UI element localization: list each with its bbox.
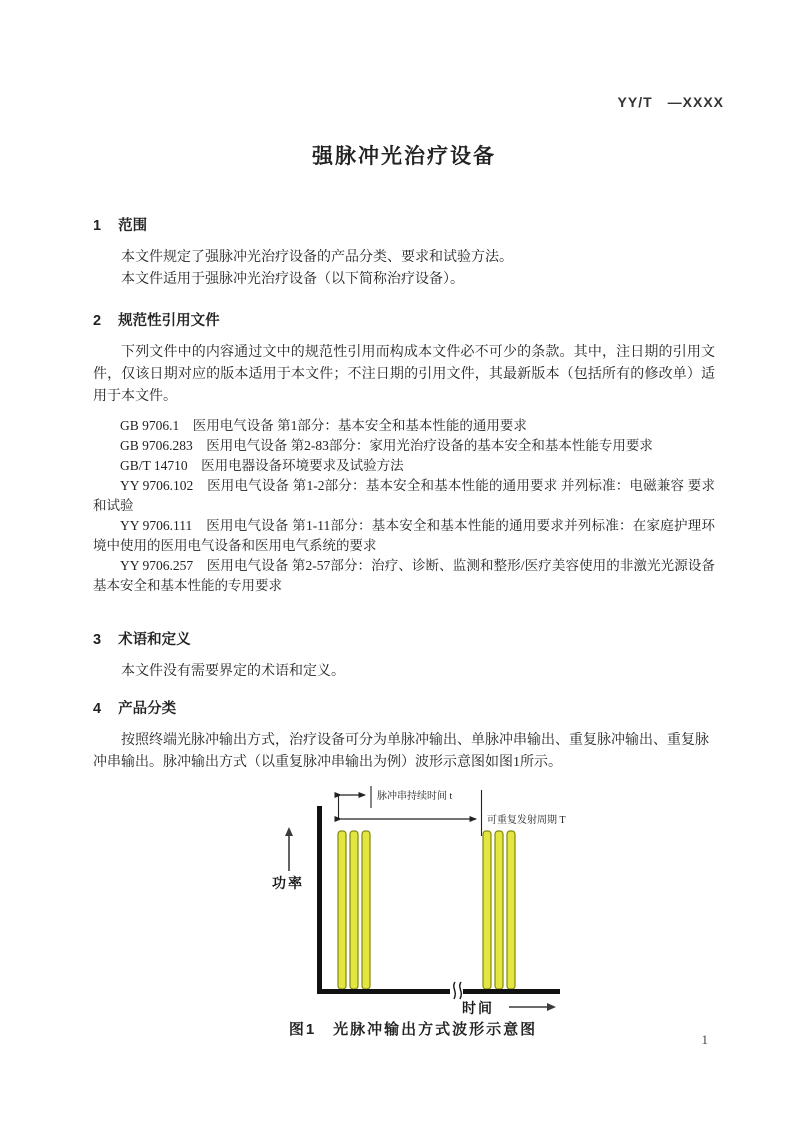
pulse-bar bbox=[483, 831, 491, 989]
section-4-paragraph-1: 按照终端光脉冲输出方式，治疗设备可分为单脉冲输出、单脉冲串输出、重复脉冲输出、重复脉冲串输出。脉冲输出方式（以重复脉冲串输出为例）波形示意图如图1所示。 bbox=[93, 733, 709, 770]
reference-item: YY 9706.257 医用电气设备 第2-57部分：治疗、诊断、监测和整形/医疗美容使用的非激光光源设备基本安全和基本性能的专用要求 bbox=[93, 558, 715, 593]
section-3-title: 术语和定义 bbox=[118, 632, 191, 648]
section-2-heading bbox=[93, 309, 715, 330]
x-axis-label: 时间 bbox=[462, 1000, 494, 1016]
reference-list bbox=[93, 416, 715, 596]
section-2-intro: 下列文件中的内容通过文中的规范性引用而构成本文件必不可少的条款。其中，注日期的引用文件，仅该日期对应的版本适用于本文件；不注日期的引用文件，其最新版本（包括所有的修改单）适用于本文件。 bbox=[93, 345, 715, 404]
section-1-paragraph-1: 本文件规定了强脉冲光治疗设备的产品分类、要求和试验方法。 bbox=[121, 250, 513, 265]
section-3-heading bbox=[93, 628, 715, 649]
page-number: 1 bbox=[701, 1032, 708, 1047]
pulse-bar bbox=[362, 831, 370, 989]
pulse-bar bbox=[338, 831, 346, 989]
section-4-heading bbox=[93, 697, 715, 718]
figure-caption: 图1 光脉冲输出方式波形示意图 bbox=[288, 1021, 538, 1038]
power-axis bbox=[317, 806, 322, 994]
waveform-diagram bbox=[260, 778, 570, 1018]
pulse-bar bbox=[507, 831, 515, 989]
doc-code: YY/T —XXXX bbox=[617, 94, 724, 110]
reference-item: YY 9706.111 医用电气设备 第1-11部分：基本安全和基本性能的通用要求并列标准：在家庭护理环境中使用的医用电气设备和医用电气系统的要求 bbox=[93, 518, 715, 553]
section-4-title: 产品分类 bbox=[118, 701, 177, 717]
section-1-title: 范围 bbox=[118, 218, 148, 234]
section-1-heading bbox=[93, 214, 715, 235]
section-1-paragraph-2: 本文件适用于强脉冲光治疗设备（以下简称治疗设备）。 bbox=[121, 272, 464, 287]
section-2-number: 2 bbox=[93, 313, 102, 329]
section-3-number: 3 bbox=[93, 632, 102, 648]
section-3-paragraph-1: 本文件没有需要界定的术语和定义。 bbox=[121, 664, 345, 679]
section-1-number: 1 bbox=[93, 218, 102, 234]
y-axis-label: 功率 bbox=[272, 875, 304, 891]
section-2-title: 规范性引用文件 bbox=[118, 313, 220, 329]
pulse-bar bbox=[350, 831, 358, 989]
pulse-bar bbox=[495, 831, 503, 989]
figure-1 bbox=[93, 778, 715, 1036]
T-label: 可重复发射周期 T bbox=[487, 815, 566, 826]
section-4-number: 4 bbox=[93, 701, 102, 717]
reference-item: GB/T 14710 医用电器设备环境要求及试验方法 bbox=[120, 458, 404, 473]
reference-item: GB 9706.1 医用电气设备 第1部分：基本安全和基本性能的通用要求 bbox=[120, 418, 527, 433]
t-label: 脉冲串持续时间 t bbox=[377, 791, 453, 802]
reference-item: YY 9706.102 医用电气设备 第1-2部分：基本安全和基本性能的通用要求 并列标准：电磁兼容 要求和试验 bbox=[93, 478, 715, 513]
document-title: 强脉冲光治疗设备 bbox=[312, 145, 496, 168]
reference-item: GB 9706.283 医用电气设备 第2-83部分：家用光治疗设备的基本安全和基本性能专用要求 bbox=[120, 438, 653, 453]
time-axis bbox=[317, 989, 560, 994]
